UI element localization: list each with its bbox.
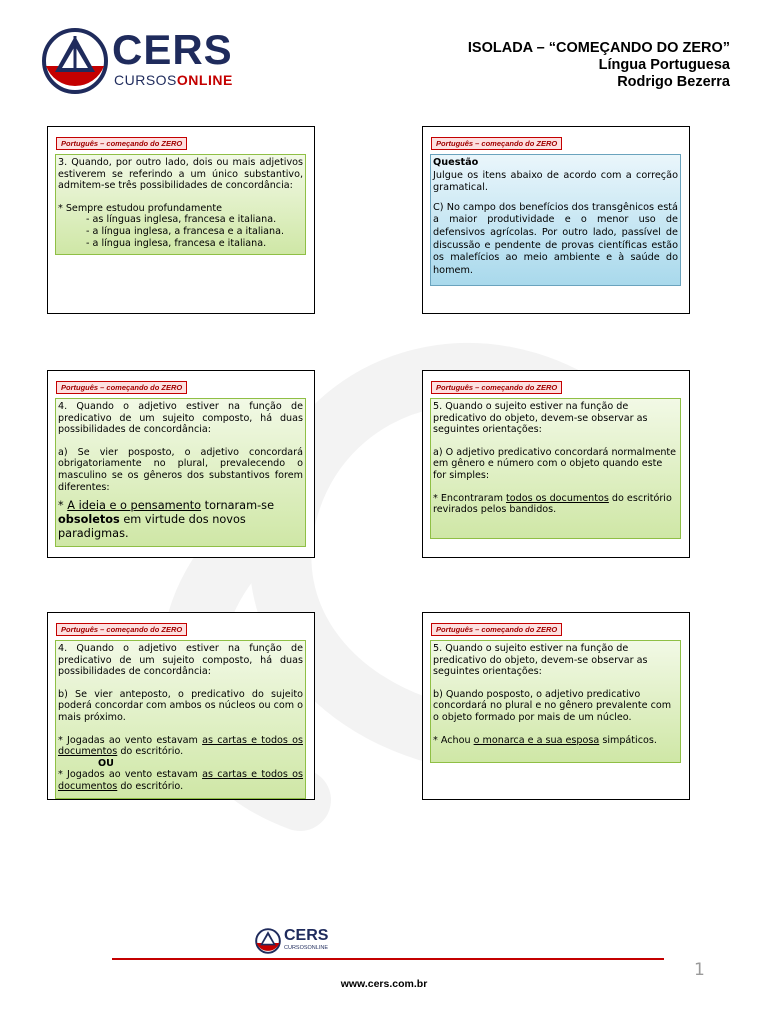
question-title: Questão <box>433 157 479 168</box>
question-intro: Julgue os itens abaixo de acordo com a correção gramatical. <box>433 169 678 194</box>
example-end: do escritório revirados pelos bandidos. <box>433 492 672 516</box>
footer-brand: CERS <box>284 927 329 944</box>
slide-content-box <box>55 398 306 547</box>
slide-content-box <box>55 154 306 255</box>
example-underlined: todos os documentos <box>506 492 609 504</box>
item-text: No campo dos benefícios dos transgênicos está a maior produtividade e o menor uso de defensivos agrícolas. Por outro lado, passível de discussão e pendente de provas científicas estão os malefícios ao meio ambiente e à saúde do homem. <box>433 201 678 276</box>
connector-word: OU <box>98 757 114 769</box>
rule-heading: 4. Quando o adjetivo estiver na função de predicativo de um sujeito composto, há duas possibilidades de concordância: <box>58 643 303 678</box>
rule-heading: 5. Quando o sujeito estiver na função de predicativo do objeto, devem-se observar as seguintes orientações: <box>433 401 648 436</box>
rule-heading: 5. Quando o sujeito estiver na função de predicativo do objeto, devem-se observar as seguintes orientações: <box>433 643 648 678</box>
slide-content-box <box>430 640 681 763</box>
rule-heading: 4. Quando o adjetivo estiver na função de predicativo de um sujeito composto, há duas possibilidades de concordância: <box>58 401 303 436</box>
author-name: Rodrigo Bezerra <box>617 74 730 90</box>
slide-1 <box>47 126 315 314</box>
logo-sub-suffix: ONLINE <box>176 72 233 88</box>
question-item <box>433 202 678 278</box>
example-underlined: o monarca e a sua esposa <box>473 734 600 746</box>
example-bold: obsoletos <box>58 513 120 527</box>
example-sentence <box>433 493 678 516</box>
example-end: do escritório. <box>117 780 184 792</box>
logo-sub-prefix: CURSOS <box>114 72 177 88</box>
website-link[interactable]: www.cers.com.br <box>340 978 428 990</box>
slide-tag: Português – começando do ZERO <box>56 137 187 150</box>
cers-logo-triangle-circle-icon <box>255 928 281 954</box>
page-number: 1 <box>694 960 705 980</box>
example-sentence <box>58 769 303 792</box>
example-sentence <box>58 735 303 758</box>
example-prefix: * <box>58 499 68 513</box>
example-prefix: * Achou <box>433 734 474 746</box>
footer-logo <box>255 926 329 956</box>
slide-6 <box>422 612 690 800</box>
slide-4 <box>422 370 690 558</box>
example-underlined: as cartas e todos os documentos <box>58 769 304 792</box>
slide-tag: Português – começando do ZERO <box>431 623 562 636</box>
example-prefix: * Encontraram <box>433 492 507 504</box>
footer-divider <box>112 958 664 960</box>
example-sentence <box>58 499 303 541</box>
slide-tag: Português – começando do ZERO <box>431 381 562 394</box>
option-item: - as línguas inglesa, francesa e italiana. <box>86 214 277 226</box>
logo-subtitle <box>114 72 233 88</box>
example-end: do escritório. <box>117 746 184 758</box>
example-mid: tornaram-se <box>201 499 275 513</box>
option-item: - a língua inglesa, francesa e italiana. <box>86 237 267 249</box>
slide-tag: Português – começando do ZERO <box>431 137 562 150</box>
rule-heading: 3. Quando, por outro lado, dois ou mais adjetivos estiverem se referindo a um único substantivo, admitem-se três possibilidades de concordância: <box>58 157 303 192</box>
footer-sub: CURSOSONLINE <box>284 945 329 951</box>
example-intro: * Sempre estudou profundamente <box>58 202 222 214</box>
slide-tag: Português – começando do ZERO <box>56 381 187 394</box>
item-letter: C) <box>433 201 444 213</box>
slide-content-box <box>55 640 306 799</box>
example-underlined: as cartas e todos os documentos <box>58 734 304 758</box>
rule-text: a) Se vier posposto, o adjetivo concordará obrigatoriamente no plural, prevalecendo o masculino se os gêneros dos substantivos forem diferentes: <box>58 446 303 493</box>
rule-text: b) Se vier anteposto, o predicativo do sujeito poderá concordar com ambos os núcleos ou com o mais próximo. <box>58 688 303 723</box>
slide-5 <box>47 612 315 800</box>
example-prefix: * Jogadas ao vento estavam <box>58 734 203 746</box>
rule-text: a) O adjetivo predicativo concordará normalmente em gênero e número com o objeto quando este for simples: <box>433 446 677 481</box>
example-end: simpáticos. <box>599 734 657 746</box>
slide-content-box <box>430 398 681 539</box>
rule-text: b) Quando posposto, o adjetivo predicativo concordará no plural e no gênero prevalente com o objeto formado por mais de um núcleo. <box>433 688 672 723</box>
example-underlined: A ideia e o pensamento <box>67 499 202 513</box>
example-prefix: * Jogados ao vento estavam <box>58 769 203 781</box>
question-box <box>430 154 681 286</box>
subject-name: Língua Portuguesa <box>598 57 730 73</box>
course-title: ISOLADA – “COMEÇANDO DO ZERO” <box>467 40 730 56</box>
slide-3 <box>47 370 315 558</box>
slide-2 <box>422 126 690 314</box>
slide-tag: Português – começando do ZERO <box>56 623 187 636</box>
cers-logo <box>42 26 233 94</box>
document-header <box>468 40 730 91</box>
logo-brand: CERS <box>112 26 233 73</box>
example-end: em virtude dos novos paradigmas. <box>58 513 246 541</box>
example-sentence <box>433 735 678 747</box>
option-item: - a língua inglesa, a francesa e a italiana. <box>86 225 285 237</box>
